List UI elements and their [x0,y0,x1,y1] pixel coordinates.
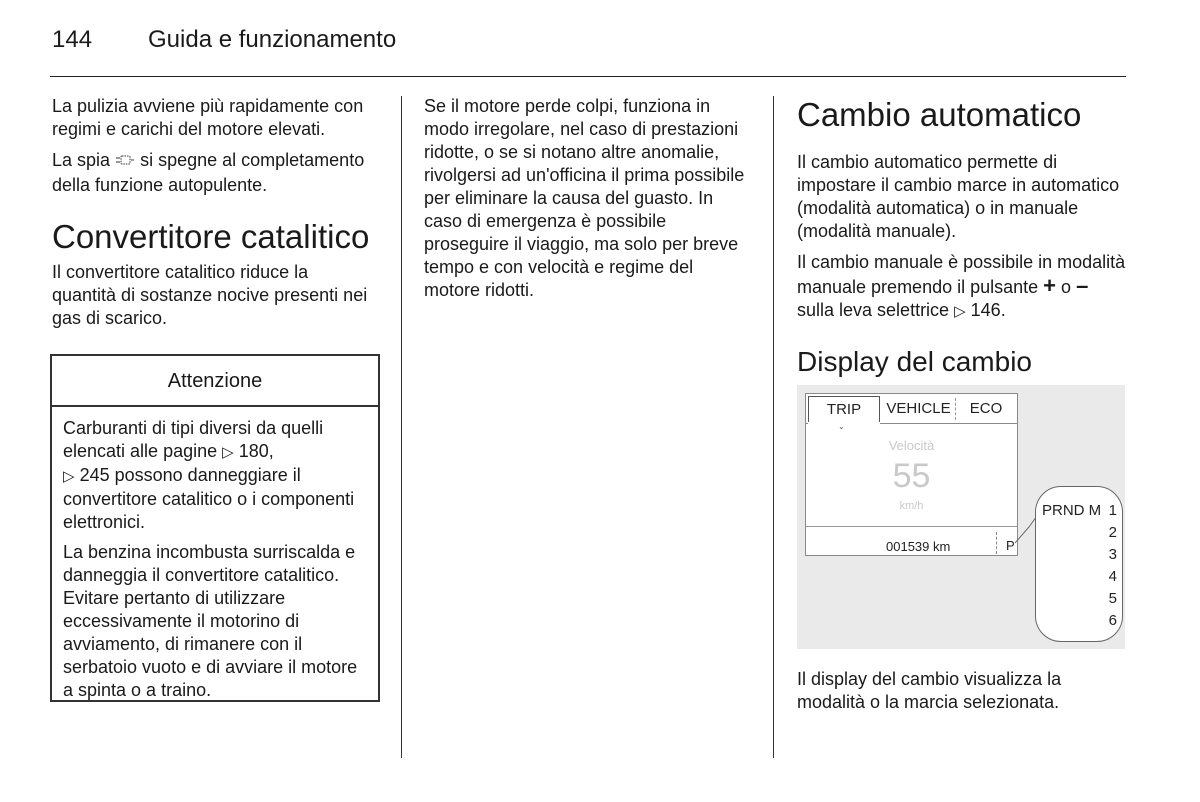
page-header-title: Guida e funzionamento [148,26,397,53]
heading-convertitore: Convertitore catalitico [52,218,370,255]
gear-2: 2 [1108,524,1117,541]
warning-paragraph-1 [63,417,366,534]
tab-trip: TRIP [808,396,880,422]
gear-3: 3 [1108,546,1117,563]
column-divider-1 [401,96,402,758]
column-2 [424,95,754,310]
manual-text-b: sulla leva selettrice [797,300,950,320]
paragraph-spia [52,149,377,197]
tab-pointer-icon: ⌄ [838,422,845,431]
column-3 [797,95,1127,379]
gear-4: 4 [1108,568,1117,585]
ref-arrow-icon: ▷ [954,303,966,320]
page-ref-180[interactable]: 180, [238,441,274,461]
tab-eco: ECO [969,400,1003,417]
odometer: 001539 km [886,539,951,554]
header-rule [50,76,1126,77]
speed-label: Velocità [888,438,935,453]
gear-indicator: P [1006,538,1015,553]
page-number: 144 [52,26,93,53]
column-1 [52,95,377,338]
manual-text-or: o [1061,277,1072,297]
gear-selector-callout [1035,486,1123,642]
paragraph-misfire: Se il motore perde colpi, funziona in modo irregolare, nel caso di prestazioni ridotte, o se si notano altre anomalie, rivolgersi ad un'officina il prima possibile per eliminare la causa del guasto. In caso di emergenza è possibile proseguire il viaggio, ma solo per breve tempo e con velocità e regime del motore ridotti. [424,96,745,300]
warning-box [50,354,380,702]
speed-unit: km/h [899,500,924,512]
minus-icon: – [1076,273,1089,298]
paragraph-cambio-intro: Il cambio automatico permette di impostare il cambio marce in automatico (modalità automatica) o in manuale (modalità manuale). [797,152,1120,241]
speed-value: 55 [892,457,931,495]
column-divider-2 [773,96,774,758]
page-ref-245[interactable]: 245 [79,465,110,485]
ref-arrow-icon: ▷ [63,468,75,485]
warning-text-b: possono danneggiare il convertitore catalitico o i componenti elettronici. [63,465,355,532]
paragraph-cambio-manuale [797,251,1127,323]
figure-caption [797,668,1127,722]
heading-cambio-automatico: Cambio automatico [797,96,1082,133]
paragraph-convertitore: Il convertitore catalitico riduce la quantità di sostanze nocive presenti nei gas di scarico. [52,262,368,328]
ref-arrow-icon: ▷ [222,444,234,461]
autopulente-warning-light-icon [115,151,135,174]
paragraph-cleaning: La pulizia avviene più rapidamente con regimi e carichi del motore elevati. [52,96,364,139]
warning-text-a: Carburanti di tipi diversi da quelli elencati alle pagine [63,418,324,461]
warning-title: Attenzione [52,356,378,407]
prnd-label: PRND M [1042,502,1102,519]
page-ref-146[interactable]: 146. [970,300,1006,320]
tab-vehicle: VEHICLE [886,400,951,417]
warning-paragraph-2: La benzina incombusta surriscalda e danneggia il convertitore catalitico. Evitare pertanto di utilizzare eccessivamente il motorino di avviamento, di rimanere con il serbatoio vuoto e di avviare il motore a spinta o a traino. [63,542,358,700]
gearbox-display-figure [797,385,1125,649]
paragraph-display: Il display del cambio visualizza la modalità o la marcia selezionata. [797,669,1062,712]
manual-text-a: Il cambio manuale è possibile in modalità manuale premendo il pulsante [797,252,1126,297]
gear-5: 5 [1108,590,1117,607]
plus-icon: + [1043,273,1057,298]
heading-display-cambio: Display del cambio [797,346,1032,377]
gear-6: 6 [1108,612,1117,629]
spia-text-a: La spia [52,150,111,170]
spia-text-b: si spegne al completamento della funzione autopulente. [52,150,365,195]
gear-1: 1 [1108,502,1117,519]
